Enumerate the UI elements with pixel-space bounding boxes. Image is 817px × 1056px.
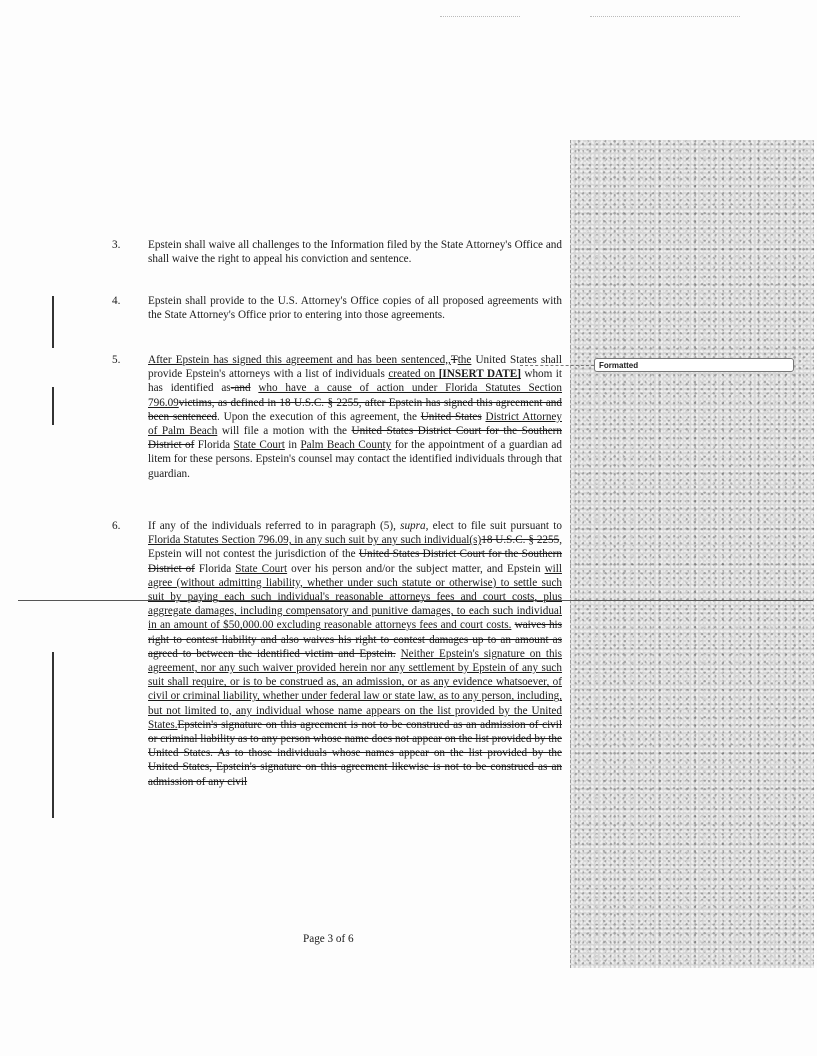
text-run: Florida	[194, 562, 236, 575]
text-run: who have a cause of action under Florida Statutes Section 796.09	[148, 382, 562, 409]
text-run: United States District Court for the Southern District of	[148, 425, 562, 452]
text-run: victims, as defined in 18 U.S.C. § 2255, after Epstein has signed this agreement and been sentenced	[148, 396, 562, 423]
text-run: [INSERT DATE]	[438, 368, 521, 381]
scan-artifact	[590, 16, 740, 17]
text-run: If any of the individuals referred to in paragraph (5),	[148, 520, 401, 532]
text-run: State Court	[235, 562, 288, 575]
scan-noise-margin	[570, 140, 814, 968]
change-bar	[52, 387, 54, 425]
text-run: over his person and/or the subject matter, and Epstein	[287, 562, 545, 575]
text-run: State Court	[233, 439, 285, 452]
text-run: will agree (without admitting liability, whether under such statute or otherwise) to settle such suit by paying each such individual's reasonable attorneys fees and court costs, plus aggregate damages, including compensatory and punitive damages, to each such individual in an amount of $50,000.00 excluding reasonable attorneys fees and court costs.	[148, 562, 562, 632]
text-run: will file a motion with the	[217, 425, 352, 438]
text-run: , Epstein will not contest the jurisdiction of the	[148, 534, 562, 561]
para-number: 5.	[112, 354, 121, 366]
para-number: 4.	[112, 295, 121, 307]
text-run: Florida	[194, 439, 234, 452]
para-number: 3.	[112, 239, 121, 251]
text-run: created on	[388, 368, 439, 381]
text-run: Palm Beach County	[300, 439, 392, 452]
text-run: Epstein shall provide to the U.S. Attorney's Office copies of all proposed agreements with the State Attorney's Office prior to entering into those agreements.	[148, 295, 562, 322]
text-run: 18 U.S.C. § 2255	[481, 534, 560, 547]
text-run: Epstein's signature on this agreement is not to be construed as an admission of civil or criminal liability as to any person whose name does not appear on the list provided by the United States. As to those individuals whose names appear on the list provided by the United States, Epstein's signature on this agreement likewise is not to be construed as an admission of any civil	[148, 718, 562, 788]
scan-artifact	[440, 16, 520, 17]
change-bar	[52, 296, 54, 348]
paragraph	[148, 238, 562, 266]
page-footer: Page 3 of 6	[303, 933, 354, 945]
text-run: After Epstein has signed this agreement and has been sentenced,,	[148, 354, 451, 366]
text-run: in	[284, 439, 301, 452]
text-run: . Upon the execution of this agreement, the	[217, 410, 421, 423]
text-run: for the appointment of a guardian ad litem for these persons. Epstein's counsel may contact the identified individuals through that guardian.	[148, 439, 562, 480]
text-run: whom it has identified as	[148, 368, 563, 395]
text-run: Neither Epstein's signature on this agreement, nor any such waiver provided herein nor any settlement by Epstein of any such suit shall require, or is to be construed as, an admission, or as any evidence whatsoever, of civil or criminal liability, whether under federal law or state law, as to any person, including, but not limited to, any individual whose name appears on the list provided by the United States.	[148, 647, 563, 731]
paragraph	[148, 294, 562, 322]
para-number: 6.	[112, 520, 121, 532]
text-run: District Attorney of Palm Beach	[148, 410, 562, 438]
paragraph	[148, 353, 562, 481]
text-run: United States shall provide Epstein's attorneys with a list of individuals	[148, 354, 562, 381]
text-run: United States District Court for the Southern District of	[148, 548, 563, 575]
text-run: Florida Statutes Section 796.09, in any such suit by any such individual(s)	[148, 534, 482, 547]
text-run: waives his right to contest liability and also waives his right to contest damages up to an amount as agreed to between the identified victim and Epstein.	[148, 619, 563, 660]
paragraph	[148, 519, 562, 789]
formatted-comment-balloon[interactable]: Formatted	[594, 358, 794, 372]
text-run: elect to file suit pursuant to	[428, 520, 562, 532]
change-bar	[52, 652, 54, 818]
text-run: T	[450, 354, 458, 366]
text-run: the	[457, 354, 472, 366]
text-run: United States	[420, 410, 482, 423]
text-run: -and	[230, 382, 251, 395]
text-run: supra,	[400, 520, 429, 532]
text-run: Epstein shall waive all challenges to the Information filed by the State Attorney's Office and shall waive the right to appeal his conviction and sentence.	[148, 239, 562, 266]
